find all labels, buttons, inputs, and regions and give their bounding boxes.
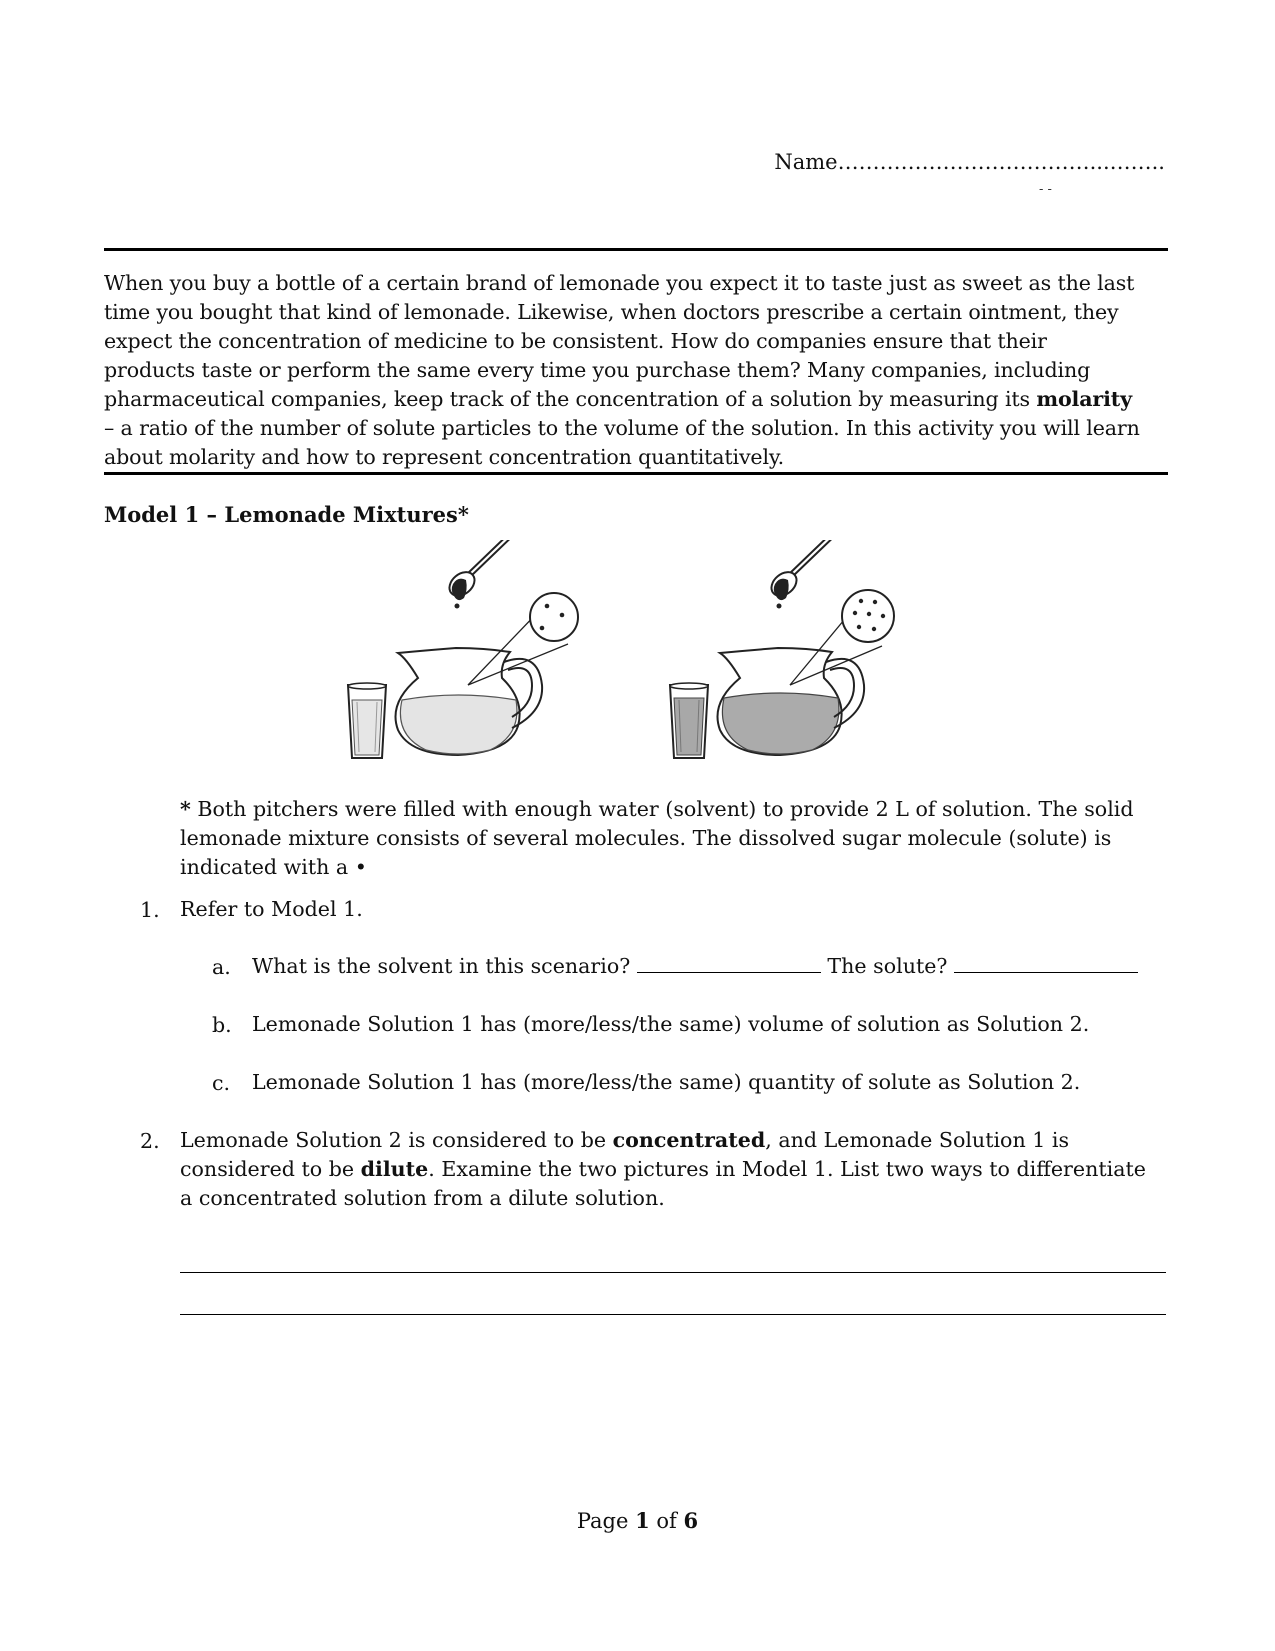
intro-line: [104, 385, 1174, 414]
intro-line: When you buy a bottle of a certain brand of lemonade you expect it to taste just as sweet as the last: [104, 271, 1135, 295]
answer-line-1[interactable]: [180, 1272, 1166, 1273]
solvent-answer-blank[interactable]: [637, 954, 821, 973]
name-field[interactable]: [774, 150, 1165, 174]
question-2-line: [180, 1126, 1069, 1155]
answer-line-2[interactable]: [180, 1314, 1166, 1315]
intro-paragraph: [104, 269, 1174, 472]
question-2-number: 2.: [140, 1129, 160, 1153]
question-2-text: , and Lemonade Solution 1 is: [765, 1128, 1070, 1152]
intro-line: – a ratio of the number of solute particles to the volume of the solution. In this activity you will learn: [104, 416, 1140, 440]
footnote-line: [180, 795, 1170, 824]
intro-line: about molarity and how to represent concentration quantitatively.: [104, 445, 785, 469]
spoon-1-icon: [445, 540, 521, 609]
page-footer: [0, 1508, 1275, 1533]
intro-line-text: pharmaceutical companies, keep track of the concentration of a solution by measuring its: [104, 387, 1037, 411]
footnote-line: lemonade mixture consists of several molecules. The dissolved sugar molecule (solute) is: [180, 826, 1112, 850]
intro-line: products taste or perform the same every time you purchase them? Many companies, including: [104, 358, 1091, 382]
question-1a: [252, 952, 1138, 981]
intro-line: expect the concentration of medicine to be consistent. How do companies ensure that their: [104, 329, 1047, 353]
lemonade-figure: [340, 540, 960, 765]
solute-answer-blank[interactable]: [954, 954, 1138, 973]
question-1-text: Refer to Model 1.: [180, 897, 363, 921]
concentrated-term: concentrated: [612, 1128, 766, 1152]
dilute-term: dilute: [360, 1157, 429, 1181]
model-footnote: [180, 795, 1170, 882]
glass-2-icon: [670, 683, 708, 758]
intro-line: time you bought that kind of lemonade. Likewise, when doctors prescribe a certain ointment, they: [104, 300, 1119, 324]
question-2-text: . Examine the two pictures in Model 1. List two ways to differentiate: [428, 1157, 1146, 1181]
bottom-rule: [104, 472, 1168, 475]
glass-1-icon: [348, 683, 386, 758]
question-1-number: 1.: [140, 898, 160, 922]
spoon-2-icon: [767, 540, 843, 609]
pitcher-2-icon: [718, 648, 865, 755]
question-1c-letter: c.: [212, 1071, 231, 1095]
footnote-star: *: [180, 797, 191, 821]
top-rule: [104, 248, 1168, 251]
question-1a-letter: a.: [212, 955, 231, 979]
total-pages: 6: [683, 1508, 699, 1533]
question-1a-text: What is the solvent in this scenario?: [252, 954, 637, 978]
footnote-line: indicated with a •: [180, 855, 367, 879]
question-1b-text: Lemonade Solution 1 has (more/less/the same) volume of solution as Solution 2.: [252, 1012, 1090, 1036]
question-1c-text: Lemonade Solution 1 has (more/less/the same) quantity of solute as Solution 2.: [252, 1070, 1081, 1094]
model-title: Model 1 – Lemonade Mixtures*: [104, 502, 469, 527]
question-2-line: [180, 1155, 1146, 1184]
name-label: Name: [774, 150, 838, 174]
current-page: 1: [635, 1508, 650, 1533]
question-2-text: considered to be: [180, 1157, 361, 1181]
footnote-text: Both pitchers were filled with enough water (solvent) to provide 2 L of solution. The solid: [190, 797, 1134, 821]
question-1b-letter: b.: [212, 1013, 232, 1037]
solution-2-illustration: [670, 540, 894, 758]
question-2-line: a concentrated solution from a dilute solution.: [180, 1186, 665, 1210]
molarity-term: molarity: [1036, 387, 1132, 411]
name-dots: ………………………………...……..: [837, 150, 1165, 174]
question-2-text: Lemonade Solution 2 is considered to be: [180, 1128, 613, 1152]
name-squiggle: - -: [1039, 182, 1052, 197]
of-word: of: [649, 1509, 684, 1533]
page-word: Page: [576, 1509, 636, 1533]
solution-1-illustration: [348, 540, 578, 758]
question-1a-solute-text: The solute?: [820, 954, 955, 978]
